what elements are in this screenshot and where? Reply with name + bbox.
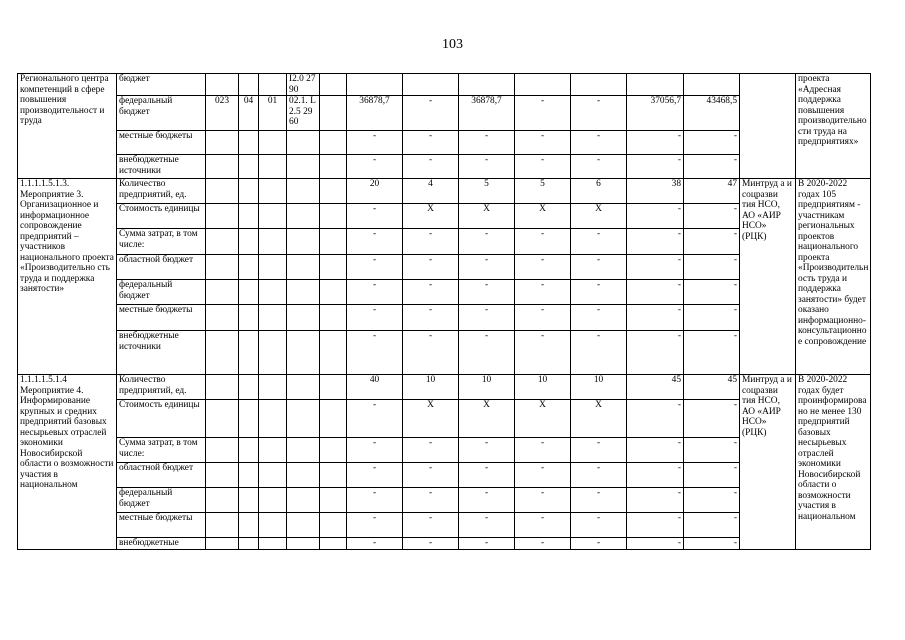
value-cell: -: [627, 229, 684, 255]
value-cell: -: [515, 438, 571, 463]
value-cell: -: [347, 400, 403, 438]
value-cell: -: [459, 280, 515, 305]
code-cell: [206, 538, 239, 550]
value-cell: 45: [684, 375, 740, 400]
value-cell: -: [515, 229, 571, 255]
indicator-label-cell: Сумма затрат, в том числе:: [117, 229, 206, 255]
value-cell: -: [515, 331, 571, 375]
value-cell: 10: [459, 375, 515, 400]
value-cell: [320, 375, 347, 400]
code-cell: [239, 513, 259, 538]
value-cell: 43468,5: [684, 96, 740, 131]
value-cell: 37056,7: [627, 96, 684, 131]
value-cell: -: [571, 155, 627, 179]
value-cell: X: [571, 204, 627, 229]
value-cell: [320, 400, 347, 438]
code-cell: [287, 331, 320, 375]
value-cell: -: [571, 538, 627, 550]
activity-name-cell: 1.1.1.1.5.1.4 Мероприятие 4. Информирование крупных и средних предприятий базовых несырьевых отраслей экономики Новосибирской области о возможности участия в национальном: [18, 375, 117, 550]
code-cell: [239, 331, 259, 375]
activity-name-cell: 1.1.1.1.5.1.3. Мероприятие 3. Организационное и информационное сопровождение предприятий – участников национального проекта «Производительно сть труда и поддержка занятости»: [18, 179, 117, 375]
code-cell: [259, 375, 287, 400]
indicator-label-cell: бюджет: [117, 74, 206, 96]
value-cell: -: [515, 513, 571, 538]
value-cell: -: [571, 513, 627, 538]
code-cell: [239, 179, 259, 204]
value-cell: -: [347, 255, 403, 280]
result-cell: проекта «Адресная поддержка повышения производительно сти труда на предприятиях»: [796, 74, 871, 179]
code-cell: [239, 255, 259, 280]
code-cell: [206, 255, 239, 280]
value-cell: [320, 179, 347, 204]
indicator-label-cell: внебюджетные: [117, 538, 206, 550]
code-cell: [206, 375, 239, 400]
value-cell: -: [684, 131, 740, 155]
code-cell: [287, 204, 320, 229]
value-cell: -: [571, 229, 627, 255]
value-cell: -: [403, 131, 459, 155]
code-cell: [206, 131, 239, 155]
indicator-label-cell: местные бюджеты: [117, 305, 206, 331]
value-cell: -: [347, 305, 403, 331]
value-cell: X: [459, 204, 515, 229]
value-cell: 5: [459, 179, 515, 204]
value-cell: X: [403, 400, 459, 438]
code-cell: [259, 400, 287, 438]
code-cell: [239, 463, 259, 488]
value-cell: -: [571, 131, 627, 155]
value-cell: 10: [571, 375, 627, 400]
value-cell: -: [403, 280, 459, 305]
code-cell: 023: [206, 96, 239, 131]
value-cell: [320, 488, 347, 513]
code-cell: [239, 538, 259, 550]
value-cell: -: [627, 513, 684, 538]
indicator-label-cell: областной бюджет: [117, 463, 206, 488]
value-cell: -: [684, 438, 740, 463]
value-cell: -: [571, 488, 627, 513]
value-cell: 5: [515, 179, 571, 204]
indicator-label-cell: федеральный бюджет: [117, 488, 206, 513]
value-cell: -: [403, 438, 459, 463]
value-cell: -: [403, 96, 459, 131]
value-cell: -: [403, 305, 459, 331]
value-cell: 20: [347, 179, 403, 204]
indicator-label-cell: местные бюджеты: [117, 131, 206, 155]
value-cell: [320, 513, 347, 538]
code-cell: [287, 229, 320, 255]
value-cell: -: [571, 280, 627, 305]
value-cell: 10: [403, 375, 459, 400]
code-cell: [239, 438, 259, 463]
value-cell: [320, 463, 347, 488]
value-cell: -: [459, 305, 515, 331]
code-cell: [259, 179, 287, 204]
code-cell: [287, 400, 320, 438]
code-cell: [287, 375, 320, 400]
code-cell: [239, 204, 259, 229]
code-cell: [287, 488, 320, 513]
code-cell: [206, 400, 239, 438]
value-cell: [571, 74, 627, 96]
code-cell: 02.1. L2.5 2960: [287, 96, 320, 131]
value-cell: -: [684, 513, 740, 538]
value-cell: -: [627, 488, 684, 513]
value-cell: -: [684, 255, 740, 280]
value-cell: -: [347, 463, 403, 488]
code-cell: [287, 131, 320, 155]
value-cell: 45: [627, 375, 684, 400]
code-cell: [206, 331, 239, 375]
value-cell: -: [459, 488, 515, 513]
code-cell: [239, 74, 259, 96]
indicator-label-cell: местные бюджеты: [117, 513, 206, 538]
value-cell: [320, 280, 347, 305]
code-cell: [259, 513, 287, 538]
value-cell: X: [403, 204, 459, 229]
code-cell: [259, 155, 287, 179]
value-cell: -: [571, 331, 627, 375]
value-cell: -: [459, 538, 515, 550]
value-cell: -: [571, 463, 627, 488]
code-cell: [287, 255, 320, 280]
result-cell: В 2020-2022 годах 105 предприятиям - участникам региональных проектов национального проекта «Производительн ость труда и поддержка занятости» будет оказано информационно-консультационно е сопровождение: [796, 179, 871, 375]
code-cell: [239, 229, 259, 255]
value-cell: -: [684, 229, 740, 255]
indicator-label-cell: Количество предприятий, ед.: [117, 375, 206, 400]
value-cell: -: [515, 280, 571, 305]
code-cell: [259, 331, 287, 375]
code-cell: 04: [239, 96, 259, 131]
code-cell: [287, 438, 320, 463]
code-cell: [206, 179, 239, 204]
value-cell: -: [347, 331, 403, 375]
value-cell: -: [571, 305, 627, 331]
value-cell: -: [403, 463, 459, 488]
code-cell: [206, 488, 239, 513]
value-cell: -: [403, 488, 459, 513]
code-cell: [287, 280, 320, 305]
value-cell: [320, 204, 347, 229]
value-cell: -: [459, 438, 515, 463]
value-cell: -: [627, 255, 684, 280]
table-row: [18, 74, 871, 96]
value-cell: X: [459, 400, 515, 438]
code-cell: [259, 204, 287, 229]
value-cell: [459, 74, 515, 96]
value-cell: [320, 331, 347, 375]
value-cell: [320, 229, 347, 255]
value-cell: -: [403, 331, 459, 375]
code-cell: [206, 229, 239, 255]
code-cell: [259, 74, 287, 96]
value-cell: [347, 74, 403, 96]
code-cell: [206, 513, 239, 538]
code-cell: [287, 155, 320, 179]
value-cell: X: [515, 400, 571, 438]
indicator-label-cell: Количество предприятий, ед.: [117, 179, 206, 204]
code-cell: [206, 280, 239, 305]
code-cell: [239, 305, 259, 331]
value-cell: -: [515, 131, 571, 155]
value-cell: -: [515, 538, 571, 550]
value-cell: -: [347, 488, 403, 513]
value-cell: -: [403, 229, 459, 255]
indicator-label-cell: Стоимость единицы: [117, 400, 206, 438]
value-cell: -: [347, 538, 403, 550]
code-cell: [206, 74, 239, 96]
code-cell: [259, 538, 287, 550]
value-cell: -: [459, 513, 515, 538]
code-cell: [259, 131, 287, 155]
value-cell: -: [684, 155, 740, 179]
value-cell: -: [627, 204, 684, 229]
value-cell: -: [684, 488, 740, 513]
code-cell: [259, 280, 287, 305]
code-cell: [259, 488, 287, 513]
value-cell: [320, 305, 347, 331]
code-cell: [287, 463, 320, 488]
value-cell: -: [459, 463, 515, 488]
value-cell: -: [627, 400, 684, 438]
executor-cell: Минтруд а и соцразви тия НСО, АО «АИР НСО» (РЦК): [740, 375, 796, 550]
code-cell: [206, 463, 239, 488]
page-number: 103: [442, 37, 463, 52]
executor-cell: Минтруд а и соцразви тия НСО, АО «АИР НСО» (РЦК): [740, 179, 796, 375]
code-cell: 01: [259, 96, 287, 131]
value-cell: -: [403, 155, 459, 179]
code-cell: [287, 538, 320, 550]
value-cell: -: [684, 400, 740, 438]
value-cell: -: [347, 131, 403, 155]
value-cell: -: [515, 96, 571, 131]
value-cell: 10: [515, 375, 571, 400]
value-cell: -: [347, 438, 403, 463]
executor-cell: [740, 74, 796, 179]
value-cell: -: [684, 280, 740, 305]
value-cell: -: [459, 229, 515, 255]
budget-table: [17, 73, 871, 550]
value-cell: -: [627, 538, 684, 550]
code-cell: [287, 179, 320, 204]
code-cell: [287, 513, 320, 538]
value-cell: -: [684, 538, 740, 550]
value-cell: -: [571, 96, 627, 131]
value-cell: 38: [627, 179, 684, 204]
code-cell: [206, 438, 239, 463]
activity-name-cell: Регионального центра компетенций в сфере повышения производительност и труда: [18, 74, 117, 179]
value-cell: -: [627, 131, 684, 155]
table-row: [18, 179, 871, 204]
value-cell: -: [459, 255, 515, 280]
code-cell: [239, 155, 259, 179]
value-cell: -: [403, 513, 459, 538]
value-cell: -: [515, 488, 571, 513]
code-cell: [206, 204, 239, 229]
code-cell: [259, 305, 287, 331]
value-cell: 40: [347, 375, 403, 400]
value-cell: [684, 74, 740, 96]
indicator-label-cell: внебюджетные источники: [117, 155, 206, 179]
value-cell: [320, 538, 347, 550]
value-cell: [515, 74, 571, 96]
value-cell: -: [515, 305, 571, 331]
code-cell: [239, 488, 259, 513]
value-cell: X: [571, 400, 627, 438]
result-cell: В 2020-2022 годах будет проинформирова но не менее 130 предприятий базовых несырьевых отраслей экономики Новосибирской области о возможности участия в национальном: [796, 375, 871, 550]
value-cell: -: [347, 280, 403, 305]
value-cell: 36878,7: [347, 96, 403, 131]
value-cell: [320, 255, 347, 280]
code-cell: [239, 131, 259, 155]
code-cell: [259, 229, 287, 255]
value-cell: -: [684, 305, 740, 331]
indicator-label-cell: федеральный бюджет: [117, 96, 206, 131]
value-cell: [320, 74, 347, 96]
value-cell: -: [515, 463, 571, 488]
code-cell: [206, 305, 239, 331]
value-cell: -: [627, 280, 684, 305]
value-cell: -: [627, 155, 684, 179]
value-cell: 47: [684, 179, 740, 204]
value-cell: [320, 96, 347, 131]
value-cell: [320, 131, 347, 155]
code-cell: [206, 155, 239, 179]
code-cell: [239, 280, 259, 305]
indicator-label-cell: областной бюджет: [117, 255, 206, 280]
value-cell: -: [459, 131, 515, 155]
table-row: [18, 375, 871, 400]
value-cell: [627, 74, 684, 96]
code-cell: [259, 438, 287, 463]
indicator-label-cell: федеральный бюджет: [117, 280, 206, 305]
code-cell: [239, 375, 259, 400]
indicator-label-cell: Стоимость единицы: [117, 204, 206, 229]
value-cell: -: [403, 255, 459, 280]
value-cell: -: [571, 255, 627, 280]
value-cell: [403, 74, 459, 96]
value-cell: -: [515, 255, 571, 280]
value-cell: -: [459, 155, 515, 179]
code-cell: [287, 305, 320, 331]
value-cell: -: [627, 463, 684, 488]
code-cell: [259, 255, 287, 280]
value-cell: -: [684, 204, 740, 229]
code-cell: I2.0 2790: [287, 74, 320, 96]
value-cell: -: [347, 155, 403, 179]
value-cell: 6: [571, 179, 627, 204]
value-cell: [320, 438, 347, 463]
value-cell: -: [459, 331, 515, 375]
value-cell: -: [627, 438, 684, 463]
value-cell: -: [347, 204, 403, 229]
value-cell: -: [515, 155, 571, 179]
value-cell: X: [515, 204, 571, 229]
value-cell: -: [684, 463, 740, 488]
indicator-label-cell: внебюджетные источники: [117, 331, 206, 375]
value-cell: -: [684, 331, 740, 375]
indicator-label-cell: Сумма затрат, в том числе:: [117, 438, 206, 463]
code-cell: [259, 463, 287, 488]
value-cell: [320, 155, 347, 179]
value-cell: -: [627, 331, 684, 375]
value-cell: 4: [403, 179, 459, 204]
value-cell: -: [627, 305, 684, 331]
value-cell: -: [403, 538, 459, 550]
value-cell: -: [347, 229, 403, 255]
value-cell: -: [347, 513, 403, 538]
value-cell: 36878,7: [459, 96, 515, 131]
code-cell: [239, 400, 259, 438]
value-cell: -: [571, 438, 627, 463]
